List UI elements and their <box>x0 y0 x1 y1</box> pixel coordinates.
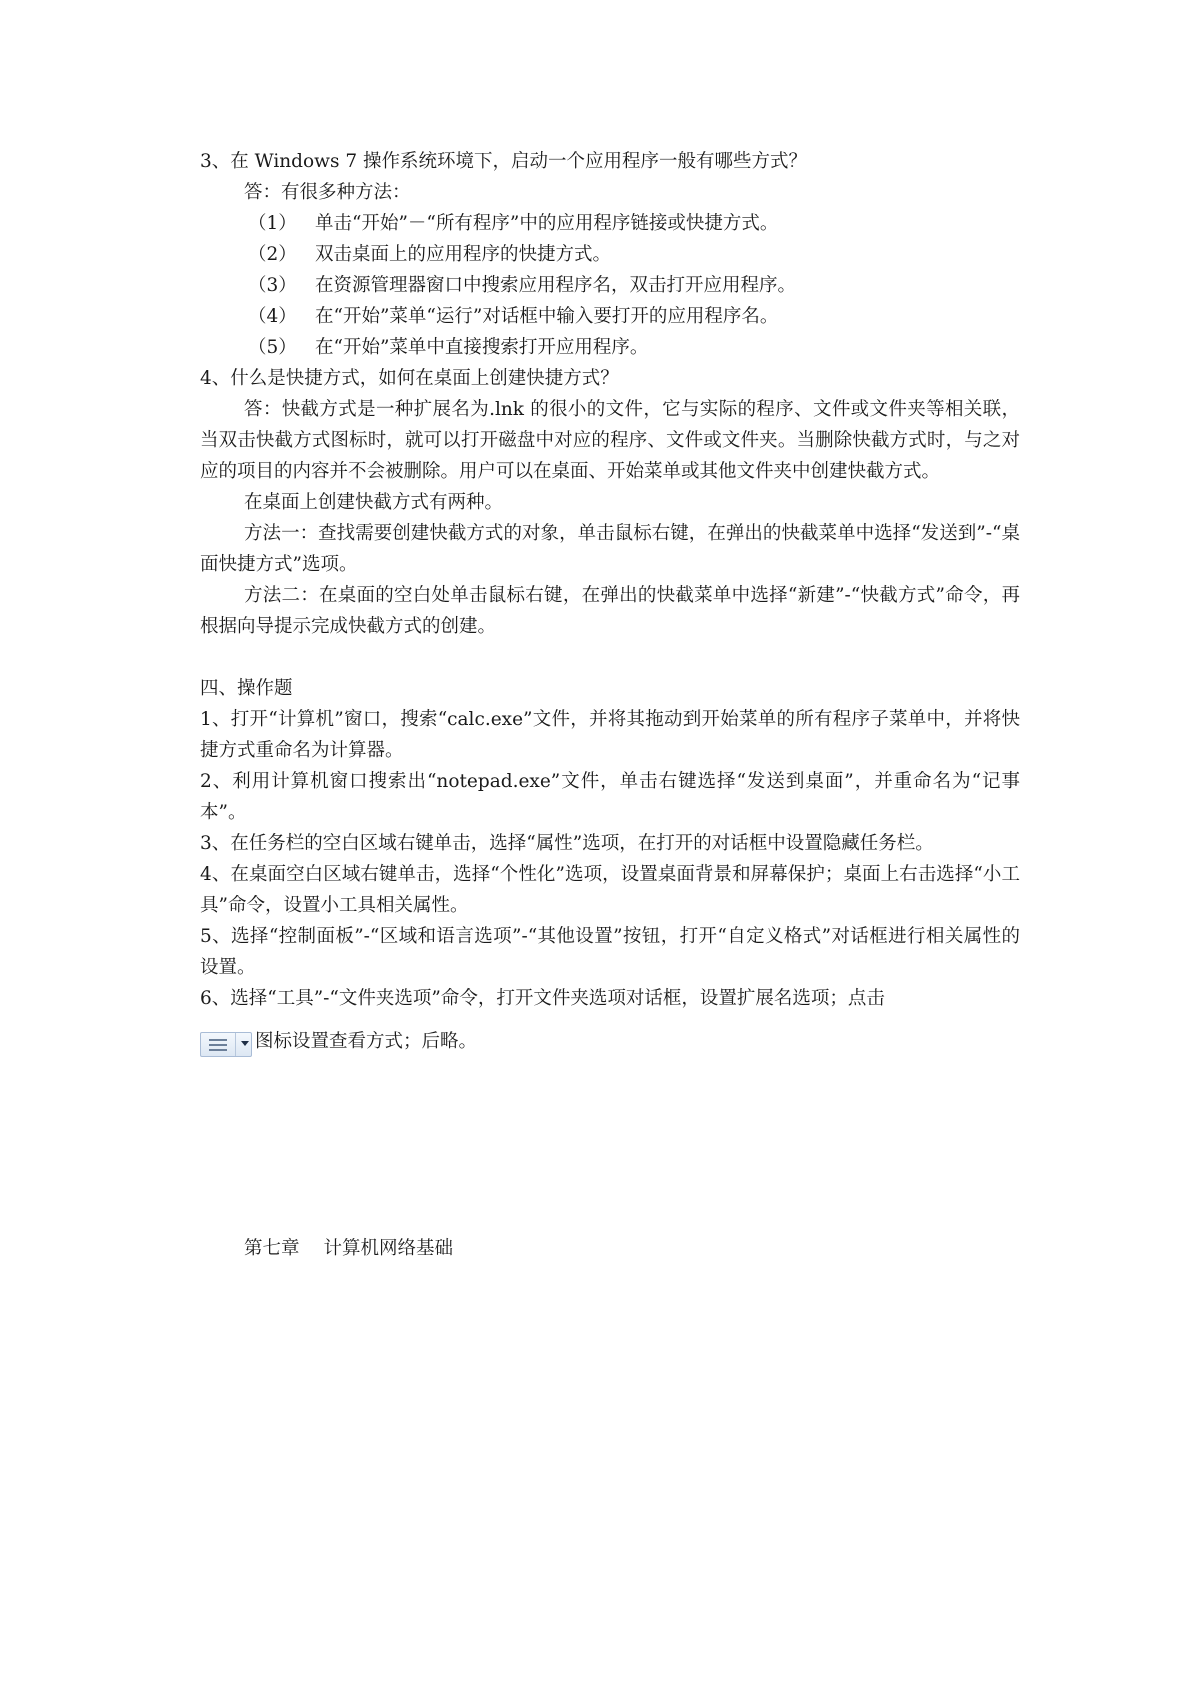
answer-3-item <box>200 239 1020 270</box>
page-content <box>200 146 1020 1057</box>
spacer <box>200 642 1020 673</box>
operation-item-6-tail-text: 图标设置查看方式；后略。 <box>255 1031 478 1052</box>
item-number: （3） <box>248 275 297 296</box>
answer-3-item <box>200 332 1020 363</box>
answer-3-intro: 答：有很多种方法： <box>244 182 411 203</box>
item-number: （5） <box>248 337 297 358</box>
section-4-title: 四、操作题 <box>200 678 293 699</box>
answer-3-item <box>200 301 1020 332</box>
item-text: 在资源管理器窗口中搜索应用程序名，双击打开应用程序。 <box>315 275 797 296</box>
question-4: 4、什么是快捷方式，如何在桌面上创建快捷方式？ <box>200 368 619 389</box>
item-number: （1） <box>248 213 297 234</box>
item-text: 在“开始”菜单中直接搜索打开应用程序。 <box>315 337 649 358</box>
question-3: 3、在 Windows 7 操作系统环境下，启动一个应用程序一般有哪些方式？ <box>200 151 808 172</box>
list-view-icon <box>201 1033 236 1056</box>
operation-item: 5、选择“控制面板”-“区域和语言选项”-“其他设置”按钮，打开“自定义格式”对话框进行相关属性的设置。 <box>200 926 1020 978</box>
operation-item: 1、打开“计算机”窗口，搜索“calc.exe”文件，并将其拖动到开始菜单的所有程序子菜单中，并将快捷方式重命名为计算器。 <box>200 709 1020 761</box>
answer-3-item <box>200 270 1020 301</box>
chapter-label: 第七章 <box>244 1238 300 1259</box>
item-text: 在“开始”菜单“运行”对话框中输入要打开的应用程序名。 <box>315 306 779 327</box>
operation-item: 3、在任务栏的空白区域右键单击，选择“属性”选项，在打开的对话框中设置隐藏任务栏。 <box>200 833 934 854</box>
chapter-title: 计算机网络基础 <box>323 1238 454 1259</box>
chevron-down-icon <box>236 1033 251 1056</box>
operation-item: 6、选择“工具”-“文件夹选项”命令，打开文件夹选项对话框，设置扩展名选项；点击 <box>200 988 885 1009</box>
item-text: 双击桌面上的应用程序的快捷方式。 <box>315 244 612 265</box>
answer-4: 答：快截方式是一种扩展名为.lnk 的很小的文件，它与实际的程序、文件或文件夹等相关联，当双击快截方式图标时，就可以打开磁盘中对应的程序、文件或文件夹。当删除快截方式时，与之对应的项目的内容并不会被删除。用户可以在桌面、开始菜单或其他文件夹中创建快截方式。 <box>200 399 1020 482</box>
operation-item: 2、利用计算机窗口搜索出“notepad.exe”文件，单击右键选择“发送到桌面”，并重命名为“记事本”。 <box>200 771 1020 823</box>
chapter-heading <box>244 1234 453 1260</box>
answer-4-method-1: 方法一：查找需要创建快截方式的对象，单击鼠标右键，在弹出的快截菜单中选择“发送到”-“桌面快捷方式”选项。 <box>200 523 1020 575</box>
item-number: （2） <box>248 244 297 265</box>
answer-3-item <box>200 208 1020 239</box>
operation-item-6-tail <box>200 1026 1020 1057</box>
item-text: 单击“开始”－“所有程序”中的应用程序链接或快捷方式。 <box>315 213 779 234</box>
answer-4-create-intro: 在桌面上创建快截方式有两种。 <box>244 492 504 513</box>
answer-4-method-2: 方法二：在桌面的空白处单击鼠标右键，在弹出的快截菜单中选择“新建”-“快截方式”命令，再根据向导提示完成快截方式的创建。 <box>200 585 1020 637</box>
item-number: （4） <box>248 306 297 327</box>
views-dropdown-icon <box>200 1032 252 1057</box>
operation-item: 4、在桌面空白区域右键单击，选择“个性化”选项，设置桌面背景和屏幕保护；桌面上右击选择“小工具”命令，设置小工具相关属性。 <box>200 864 1020 916</box>
